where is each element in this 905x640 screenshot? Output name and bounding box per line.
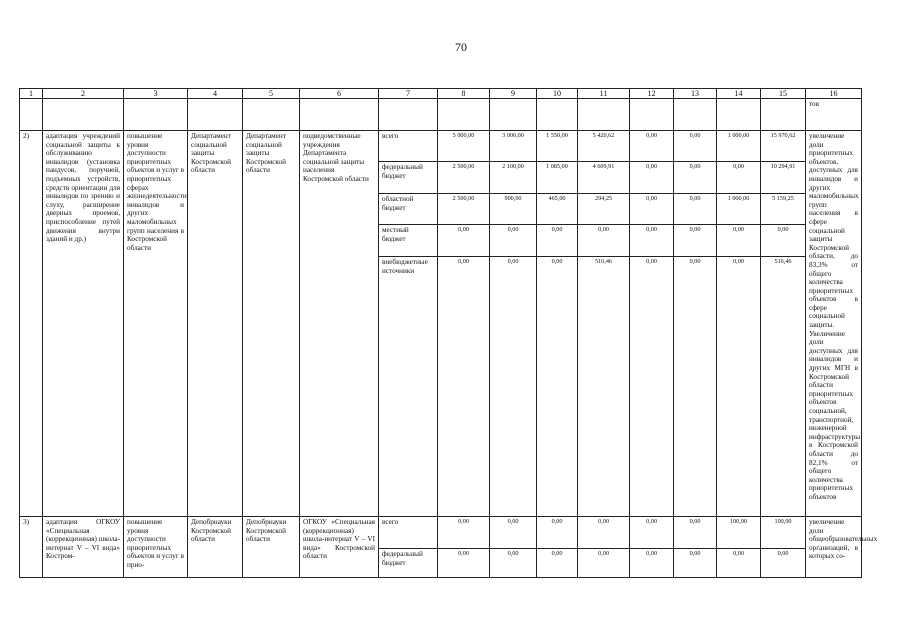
row-number: 2) [20,131,43,517]
participant: подведомственные учреждения Департамента социальной защиты населения Костромской области [300,131,379,517]
row-number: 3) [20,517,43,578]
amount: 0,00 [674,131,717,162]
amount: 15 970,62 [761,131,806,162]
event-goal: повышение уровня доступности приоритетных объектов и услуг в прио- [124,517,188,578]
col-header: 5 [243,89,300,99]
amount: 0,00 [630,131,674,162]
amount: 516,46 [578,257,630,517]
amount: 465,00 [537,194,578,225]
amount: 0,00 [674,194,717,225]
amount: 0,00 [674,162,717,194]
amount: 0,00 [490,517,537,549]
col-header: 12 [630,89,674,99]
amount: 0,00 [630,549,674,578]
amount: 1 550,00 [537,131,578,162]
amount: 0,00 [717,549,761,578]
amount: 10 294,91 [761,162,806,194]
amount: 900,00 [490,194,537,225]
amount: 0,00 [537,225,578,257]
amount: 0,00 [674,225,717,257]
amount: 0,00 [537,517,578,549]
amount: 0,00 [674,549,717,578]
col-header: 2 [43,89,124,99]
funding-source: внебюджетные источники [379,257,438,517]
funding-source: федеральный бюджет [379,549,438,578]
co-executor: Депобрнауки Костромской области [243,517,300,578]
expected-result: увеличение доли приоритетных объектов, доступных для инвалидов и других маломобильных групп населения в сфере социальной защиты Костромской области, до 83,3% от общего количества приоритетных объектов в сфере социальной защиты. Увеличение доли доступных для инвалидов и других МГН в Костромской области приоритетных объектов социальной, транспортной, инженерной инфраструктуры в Костромской области до 82,1% от общего количества приоритетных объектов [806,131,862,517]
participant: ОГКОУ «Специальная (коррекционная) школа-интернат V – VI вида» Костромской области [300,517,379,578]
amount: 0,00 [717,257,761,517]
expected-result: увеличение доли общеобразовательных организаций, в которых со- [806,517,862,578]
funding-source: всего [379,517,438,549]
amount: 0,00 [438,517,490,549]
responsible-executor: Депобрнауки Костромской области [188,517,243,578]
amount: 0,00 [438,549,490,578]
amount: 0,00 [630,194,674,225]
amount: 1 000,00 [717,131,761,162]
amount: 0,00 [490,257,537,517]
amount: 1 085,00 [537,162,578,194]
amount: 0,00 [490,549,537,578]
amount: 294,25 [578,194,630,225]
amount: 0,00 [578,549,630,578]
event-goal: повышение уровня доступности приоритетных объектов и услуг в приоритетных сферах жизнедеятельности инвалидов и других маломобильных групп населения в Костромской области [124,131,188,517]
amount: 2 500,00 [438,194,490,225]
amount: 516,46 [761,257,806,517]
amount: 5 000,00 [438,131,490,162]
col-header: 16 [806,89,862,99]
amount: 0,00 [674,517,717,549]
col-header: 3 [124,89,188,99]
continuation-text: тов [806,99,862,131]
amount: 0,00 [578,225,630,257]
col-header: 14 [717,89,761,99]
amount: 0,00 [717,162,761,194]
funding-source: федеральный бюджет [379,162,438,194]
funding-source: местный бюджет [379,225,438,257]
amount: 0,00 [537,257,578,517]
amount: 4 609,91 [578,162,630,194]
amount: 0,00 [438,225,490,257]
amount: 100,00 [761,517,806,549]
amount: 0,00 [630,225,674,257]
col-header: 10 [537,89,578,99]
amount: 5 159,25 [761,194,806,225]
table-row [20,131,862,162]
amount: 2 500,00 [438,162,490,194]
co-executor: Департамент социальной защиты Костромской области [243,131,300,517]
amount: 2 100,00 [490,162,537,194]
col-header: 11 [578,89,630,99]
event-name: адаптация ОГКОУ «Специальная (коррекционная) школа-интернат V – VI вида» Костром- [43,517,124,578]
continuation-row [20,99,862,131]
col-header: 4 [188,89,243,99]
amount: 0,00 [537,549,578,578]
col-header: 9 [490,89,537,99]
amount: 100,00 [717,517,761,549]
amount: 0,00 [438,257,490,517]
event-name: адаптация учреждений социальной защиты к обслуживанию инвалидов (установка пандусов, поручней, подъемных устройств, средств ориентации для инвалидов по зрению и слуху, расширение дверных проемов, приспособление путей движения внутри зданий и др.) [43,131,124,517]
amount: 1 000,00 [717,194,761,225]
amount: 0,00 [490,225,537,257]
funding-source: всего [379,131,438,162]
col-header: 13 [674,89,717,99]
amount: 0,00 [630,517,674,549]
responsible-executor: Департамент социальной защиты Костромской области [188,131,243,517]
program-table [19,88,878,578]
col-header: 8 [438,89,490,99]
funding-source: областной бюджет [379,194,438,225]
col-header: 6 [300,89,379,99]
page-number: 70 [455,40,467,54]
amount: 3 000,00 [490,131,537,162]
amount: 0,00 [761,549,806,578]
amount: 0,00 [674,257,717,517]
column-number-row [20,89,862,99]
amount: 0,00 [578,517,630,549]
table-row [20,517,862,549]
amount: 0,00 [630,257,674,517]
amount: 0,00 [630,162,674,194]
col-header: 7 [379,89,438,99]
amount: 0,00 [717,225,761,257]
col-header: 15 [761,89,806,99]
amount: 5 420,62 [578,131,630,162]
amount: 0,00 [761,225,806,257]
col-header: 1 [20,89,43,99]
